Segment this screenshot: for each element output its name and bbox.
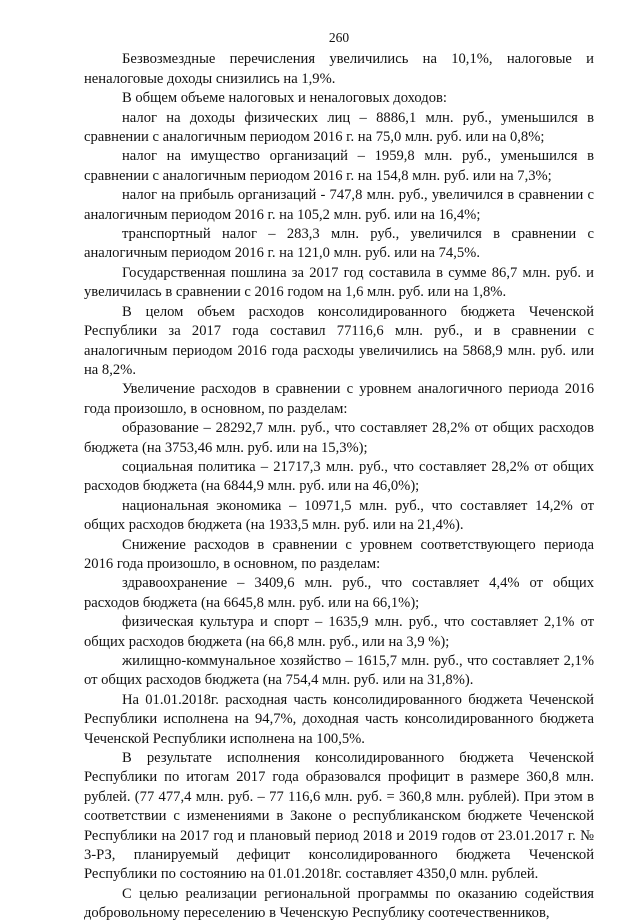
paragraph-5: налог на прибыль организаций - 747,8 млн. руб., увеличился в сравнении с аналогичным периодом 2016 г. на 105,2 млн. руб. или на 16,4%; (84, 187, 594, 223)
paragraph-17: На 01.01.2018г. расходная часть консолидированного бюджета Чеченской Республики исполнена на 94,7%, доходная часть консолидированного бюджета Чеченской Республики исполнена на 100,5%. (84, 691, 594, 747)
page-number: 260 (328, 30, 350, 45)
paragraph-9: Увеличение расходов в сравнении с уровнем аналогичного периода 2016 года произошло, в основном, по разделам: (84, 381, 594, 417)
paragraph-18: В результате исполнения консолидированного бюджета Чеченской Республики по итогам 2017 года образовался профицит в размере 360,8 млн. рублей. (77 477,4 млн. руб. – 77 116,6 млн. руб. = 360,8 млн. рублей). При этом в соответствии с изменениями в Законе о республиканском бюджете Чеченской Республики на 2017 год и плановый период 2018 и 2019 годов от 23.01.2017 г. № 3-РЗ, планируемый дефицит консолидированного бюджета Чеченской Республики по состоянию на 01.01.2018г. составляет 4350,0 млн. рублей. (84, 750, 594, 883)
document-page (84, 28, 594, 924)
paragraph-7: Государственная пошлина за 2017 год составила в сумме 86,7 млн. руб. и увеличилась в сравнении с 2016 годом на 1,6 млн. руб. или на 1,8%. (84, 264, 594, 301)
paragraph-12: национальная экономика – 10971,5 млн. руб., что составляет 14,2% от общих расходов бюджета (на 1933,5 млн. руб. или на 21,4%). (84, 497, 594, 534)
paragraph-16: жилищно-коммунальное хозяйство – 1615,7 млн. руб., что составляет 2,1% от общих расходов бюджета (на 754,4 млн. руб. или на 31,8%). (84, 653, 594, 689)
paragraph-3: налог на доходы физических лиц – 8886,1 млн. руб., уменьшился в сравнении с аналогичным периодом 2016 г. на 75,0 млн. руб. или на 0,8%; (84, 109, 594, 146)
paragraph-6: транспортный налог – 283,3 млн. руб., увеличился в сравнении с аналогичным периодом 2016 г. на 121,0 млн. руб. или на 74,5%. (84, 226, 594, 262)
paragraph-14: здравоохранение – 3409,6 млн. руб., что составляет 4,4% от общих расходов бюджета (на 6645,8 млн. руб. или на 66,1%); (84, 575, 594, 611)
paragraph-2: В общем объеме налоговых и неналоговых доходов: (122, 90, 447, 107)
paragraph-11: социальная политика – 21717,3 млн. руб., что составляет 28,2% от общих расходов бюджета (на 6844,9 млн. руб. или на 46,0%); (84, 458, 594, 495)
paragraph-8: В целом объем расходов консолидированного бюджета Чеченской Республики за 2017 года составил 77116,6 млн. руб., и в сравнении с аналогичным периодом 2016 года расходы увеличились на 5868,9 млн. руб. или на 8,2%. (84, 303, 594, 378)
paragraph-15: физическая культура и спорт – 1635,9 млн. руб., что составляет 2,1% от общих расходов бюджета (на 66,8 млн. руб., или на 3,9 %); (84, 614, 594, 650)
paragraph-4: налог на имущество организаций – 1959,8 млн. руб., уменьшился в сравнении с аналогичным периодом 2016 г. на 154,8 млн. руб. или на 7,3%; (84, 148, 594, 184)
paragraph-13: Снижение расходов в сравнении с уровнем соответствующего периода 2016 года произошло, в основном, по разделам: (84, 536, 594, 572)
paragraph-10: образование – 28292,7 млн. руб., что составляет 28,2% от общих расходов бюджета (на 3753,46 млн. руб. или на 15,3%); (84, 420, 594, 456)
paragraph-19: С целью реализации региональной программы по оказанию содействия добровольному переселению в Чеченскую Республику соотечественников, (84, 885, 594, 922)
paragraph-1: Безвозмездные перечисления увеличились на 10,1%, налоговые и неналоговые доходы снизились на 1,9%. (84, 51, 594, 87)
